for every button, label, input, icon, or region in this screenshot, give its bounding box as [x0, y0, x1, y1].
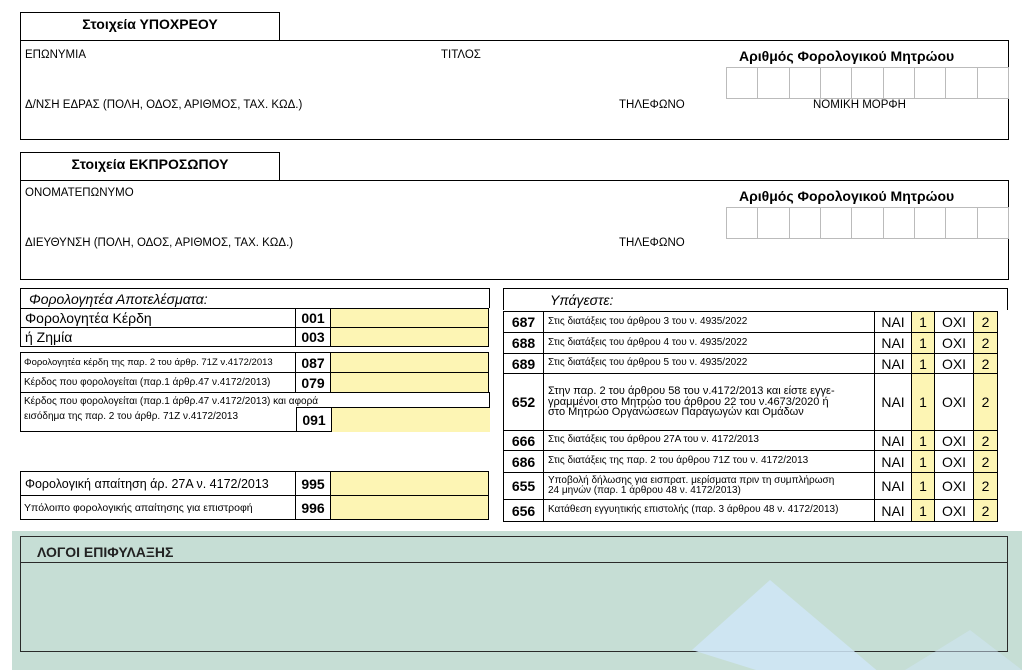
eponymia-label: ΕΠΩΝΥΜΙΑ [25, 49, 86, 61]
subject-row-688 [503, 332, 1008, 354]
no-option[interactable]: 2 [973, 332, 998, 354]
results-title: Φορολογητέα Αποτελέσματα: [20, 288, 490, 308]
subject-description [543, 450, 875, 473]
subject-code: 656 [503, 499, 544, 522]
titlos-field[interactable] [441, 63, 721, 93]
subject-code: 666 [503, 430, 544, 451]
yes-option[interactable]: 1 [911, 332, 935, 354]
rep-address-field[interactable] [25, 251, 615, 277]
result-label: Φορολογική απαίτηση άρ. 27Α ν. 4172/2013 [20, 471, 296, 496]
results-row-996 [20, 495, 490, 520]
no-option[interactable]: 2 [973, 430, 998, 451]
yes-label: ΝΑΙ [874, 499, 912, 522]
legal-form-label: ΝΟΜΙΚΗ ΜΟΡΦΗ [813, 99, 906, 111]
rep-address-label: ΔΙΕΥΘΥΝΣΗ (ΠΟΛΗ, ΟΔΟΣ, ΑΡΙΘΜΟΣ, ΤΑΧ. ΚΩΔ.) [25, 237, 294, 249]
result-label-line2: εισόδημα της παρ. 2 του άρθρ. 71Ζ ν.4172/2013 [24, 411, 239, 422]
results-row-087 [20, 352, 490, 373]
result-value-field[interactable] [331, 407, 490, 432]
subject-text: Στις διατάξεις του άρθρου 5 του ν. 4935/2022 [548, 357, 748, 369]
yes-label: ΝΑΙ [874, 472, 912, 500]
no-label: ΟΧΙ [934, 353, 974, 374]
result-code: 091 [296, 407, 332, 432]
yes-option[interactable]: 1 [911, 499, 935, 522]
no-option[interactable]: 2 [973, 311, 998, 333]
representative-section-tab [20, 152, 280, 180]
yes-option[interactable]: 1 [911, 450, 935, 473]
yes-label: ΝΑΙ [874, 373, 912, 431]
no-label: ΟΧΙ [934, 450, 974, 473]
no-label: ΟΧΙ [934, 332, 974, 354]
no-option[interactable]: 2 [973, 373, 998, 431]
no-label: ΟΧΙ [934, 499, 974, 522]
results-row-091 [20, 392, 490, 432]
subject-description [543, 373, 875, 431]
no-option[interactable]: 2 [973, 499, 998, 522]
yes-option[interactable]: 1 [911, 472, 935, 500]
results-row-001 [20, 308, 490, 328]
subject-row-655 [503, 472, 1008, 500]
result-label: Κέρδος που φορολογείται (παρ.1 άρθρ.47 ν.4172/2013) [20, 372, 296, 393]
results-row-995 [20, 471, 490, 496]
obligor-address-label: Δ/ΝΣΗ ΕΔΡΑΣ (ΠΟΛΗ, ΟΔΟΣ, ΑΡΙΘΜΟΣ, ΤΑΧ. ΚΩΔ.) [25, 99, 303, 111]
yes-label: ΝΑΙ [874, 430, 912, 451]
subject-code: 689 [503, 353, 544, 374]
subject-row-656 [503, 499, 1008, 522]
subject-text: Στις διατάξεις του άρθρου 4 του ν. 4935/2022 [548, 336, 748, 348]
subject-code: 652 [503, 373, 544, 431]
result-code: 003 [295, 327, 331, 347]
result-value-field[interactable] [330, 471, 489, 496]
subject-code: 687 [503, 311, 544, 333]
yes-label: ΝΑΙ [874, 450, 912, 473]
representative-section [20, 180, 1009, 280]
rep-name-label: ΟΝΟΜΑΤΕΠΩΝΥΜΟ [25, 187, 134, 199]
result-value-field[interactable] [330, 495, 489, 520]
subject-text-line1: Στην παρ. 2 του άρθρου 58 του ν.4172/2013 και είστε εγγε- [548, 385, 835, 398]
results-row-079 [20, 372, 490, 393]
subject-text: Στις διατάξεις του άρθρου 3 του ν. 4935/2022 [548, 315, 748, 327]
obligor-afm-label: Αριθμός Φορολογικού Μητρώου [739, 48, 955, 64]
yes-label: ΝΑΙ [874, 353, 912, 374]
result-value-field[interactable] [330, 372, 489, 393]
rep-phone-field[interactable] [619, 251, 999, 277]
results-section [20, 288, 490, 528]
no-option[interactable]: 2 [973, 450, 998, 473]
no-label: ΟΧΙ [934, 472, 974, 500]
result-label: Φορολογητέα Κέρδη [20, 308, 296, 328]
result-value-field[interactable] [330, 352, 489, 373]
obligor-phone-field[interactable] [619, 113, 809, 137]
rep-afm-field[interactable] [726, 207, 1009, 239]
result-label: Φορολογητέα κέρδη της παρ. 2 του άρθρ. 71Ζ ν.4172/2013 [20, 352, 296, 373]
no-label: ΟΧΙ [934, 430, 974, 451]
obligor-section [20, 40, 1009, 140]
subject-row-666 [503, 430, 1008, 451]
reasons-title: ΛΟΓΟΙ ΕΠΙΦΥΛΑΞΗΣ [37, 544, 174, 560]
subject-description [543, 430, 875, 451]
subject-text-line1: Υποβολή δήλωσης για εισπρατ. μερίσματα πριν τη συμπλήρωση [548, 474, 835, 486]
subject-text: Στις διατάξεις της παρ. 2 του άρθρου 71Ζ του ν. 4172/2013 [548, 455, 809, 467]
subject-text-line2: 24 μηνών (παρ. 1 άρθρου 48 ν. 4172/2013) [548, 485, 741, 496]
subject-description [543, 311, 875, 333]
subject-text-line2: γραμμένοι στο Μητρώο του άρθρου 22 του ν.4673/2020 ή [548, 395, 829, 408]
no-label: ΟΧΙ [934, 311, 974, 333]
no-label: ΟΧΙ [934, 373, 974, 431]
rep-afm-label: Αριθμός Φορολογικού Μητρώου [739, 188, 955, 204]
titlos-label: ΤΙΤΛΟΣ [441, 49, 481, 61]
result-code: 087 [295, 352, 331, 373]
eponymia-field[interactable] [25, 63, 435, 93]
subject-text: Στις διατάξεις του άρθρου 27Α του ν. 4172/2013 [548, 434, 759, 446]
result-code: 995 [295, 471, 331, 496]
watermark [670, 520, 1022, 670]
result-code: 079 [295, 372, 331, 393]
obligor-afm-field[interactable] [726, 67, 1009, 99]
subject-description [543, 472, 875, 500]
result-label: Υπόλοιπο φορολογικής απαίτησης για επιστροφή [20, 495, 296, 520]
subject-row-687 [503, 311, 1008, 333]
yes-option[interactable]: 1 [911, 430, 935, 451]
subject-row-686 [503, 450, 1008, 473]
no-option[interactable]: 2 [973, 353, 998, 374]
result-value-field[interactable] [330, 308, 489, 328]
yes-option[interactable]: 1 [911, 373, 935, 431]
rep-phone-label: ΤΗΛΕΦΩΝΟ [619, 237, 685, 249]
subject-text-line3: στο Μητρώο Οργανώσεων Παραγωγών και Ομάδων [548, 406, 804, 419]
obligor-address-field[interactable] [25, 113, 615, 137]
subject-text: Κατάθεση εγγυητικής επιστολής (παρ. 3 άρθρου 48 ν. 4172/2013) [548, 504, 839, 516]
yes-label: ΝΑΙ [874, 311, 912, 333]
yes-label: ΝΑΙ [874, 332, 912, 354]
yes-option[interactable]: 1 [911, 353, 935, 374]
subject-code: 655 [503, 472, 544, 500]
subject-code: 686 [503, 450, 544, 473]
obligor-section-title: Στοιχεία ΥΠΟΧΡΕΟΥ [82, 16, 218, 32]
results-row-003 [20, 327, 490, 347]
subject-code: 688 [503, 332, 544, 354]
result-label: ή Ζημία [20, 327, 296, 347]
subject-description [543, 499, 875, 522]
no-option[interactable]: 2 [973, 472, 998, 500]
subject-row-689 [503, 353, 1008, 374]
legal-form-field[interactable] [813, 113, 1003, 137]
result-label-line1: Κέρδος που φορολογείται (παρ.1 άρθρ.47 ν.4172/2013) και αφορά [24, 396, 319, 407]
yes-option[interactable]: 1 [911, 311, 935, 333]
result-code: 996 [295, 495, 331, 520]
subject-description [543, 353, 875, 374]
result-code: 001 [295, 308, 331, 328]
subject-title: Υπάγεστε: [503, 288, 1008, 310]
obligor-phone-label: ΤΗΛΕΦΩΝΟ [619, 99, 685, 111]
representative-section-title: Στοιχεία ΕΚΠΡΟΣΩΠΟΥ [71, 156, 229, 172]
rep-name-field[interactable] [25, 201, 715, 233]
subject-row-652 [503, 373, 1008, 431]
subject-description [543, 332, 875, 354]
result-value-field[interactable] [330, 327, 489, 347]
obligor-section-tab [20, 12, 280, 40]
